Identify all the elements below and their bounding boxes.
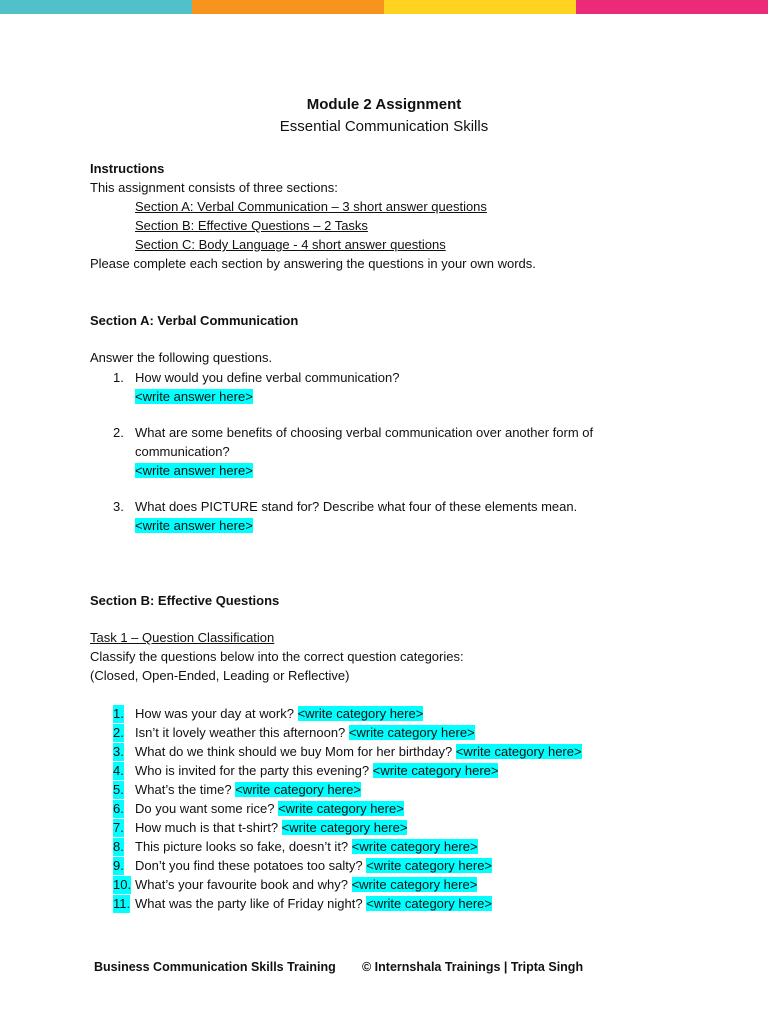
category-placeholder[interactable]: <write category here> xyxy=(281,820,408,835)
category-placeholder[interactable]: <write category here> xyxy=(351,877,478,892)
color-stripe xyxy=(0,0,768,14)
answer-placeholder[interactable]: <write answer here> xyxy=(135,389,253,404)
instructions-closing: Please complete each section by answering the questions in your own words. xyxy=(90,256,536,271)
footer-left: Business Communication Skills Training xyxy=(94,960,336,974)
list-item xyxy=(135,705,423,723)
category-placeholder[interactable]: <write category here> xyxy=(348,725,475,740)
section-a-heading: Section A: Verbal Communication xyxy=(90,313,299,328)
category-placeholder[interactable]: <write category here> xyxy=(366,858,493,873)
section-a-intro: Answer the following questions. xyxy=(90,350,273,365)
section-b-link: Section B: Effective Questions – 2 Tasks xyxy=(135,218,368,233)
task-1-heading: Task 1 – Question Classification xyxy=(90,630,275,645)
category-placeholder[interactable]: <write category here> xyxy=(366,896,492,911)
question-text: What do we think should we buy Mom for her birthday? xyxy=(135,744,453,759)
section-b-heading: Section B: Effective Questions xyxy=(90,593,280,608)
stripe-teal xyxy=(0,0,192,14)
list-item-number: 7. xyxy=(113,820,124,835)
question-number: 2. xyxy=(113,425,124,440)
category-placeholder[interactable]: <write category here> xyxy=(351,839,478,854)
question-text: What does PICTURE stand for? Describe what four of these elements mean. xyxy=(135,499,578,514)
list-item xyxy=(135,781,361,799)
list-item-number: 9. xyxy=(113,858,124,873)
task-1-intro: Classify the questions below into the correct question categories: xyxy=(90,649,464,664)
list-item xyxy=(135,800,404,818)
list-item-number: 10. xyxy=(113,877,132,892)
question-text: Who is invited for the party this evening? xyxy=(135,763,370,778)
question-text: What’s your favourite book and why? xyxy=(135,877,348,892)
question-text: This picture looks so fake, doesn’t it? xyxy=(135,839,349,854)
question-text: How was your day at work? xyxy=(135,706,294,721)
category-placeholder[interactable]: <write category here> xyxy=(278,801,404,816)
question-text: Don’t you find these potatoes too salty? xyxy=(135,858,363,873)
list-item-number: 1. xyxy=(113,706,124,721)
list-item-number: 4. xyxy=(113,763,124,778)
list-item xyxy=(135,838,478,856)
list-item xyxy=(135,819,407,837)
question-text: How much is that t-shirt? xyxy=(135,820,279,835)
category-placeholder[interactable]: <write category here> xyxy=(455,744,582,759)
category-placeholder[interactable]: <write category here> xyxy=(297,706,424,721)
list-item-number: 5. xyxy=(113,782,124,797)
answer-placeholder[interactable]: <write answer here> xyxy=(135,518,253,533)
list-item-number: 8. xyxy=(113,839,124,854)
list-item xyxy=(135,876,477,894)
answer-placeholder[interactable]: <write answer here> xyxy=(135,463,253,478)
question-text: What was the party like of Friday night? xyxy=(135,896,363,911)
footer-right: © Internshala Trainings | Tripta Singh xyxy=(362,960,584,974)
question-text: Do you want some rice? xyxy=(135,801,275,816)
category-placeholder[interactable]: <write category here> xyxy=(372,763,499,778)
list-item xyxy=(135,743,582,761)
list-item-number: 3. xyxy=(113,744,124,759)
question-text: How would you define verbal communication? xyxy=(135,370,400,385)
stripe-yellow xyxy=(384,0,576,14)
category-placeholder[interactable]: <write category here> xyxy=(235,782,361,797)
section-c-link: Section C: Body Language - 4 short answer questions xyxy=(135,237,446,252)
list-item xyxy=(135,762,498,780)
list-item xyxy=(135,724,475,742)
list-item-number: 6. xyxy=(113,801,124,816)
list-item xyxy=(135,857,492,875)
question-text-continued: communication? xyxy=(135,444,230,459)
list-item xyxy=(135,895,492,913)
question-number: 1. xyxy=(113,370,124,385)
instructions-heading: Instructions xyxy=(90,161,165,176)
question-text: Isn’t it lovely weather this afternoon? xyxy=(135,725,346,740)
question-text: What are some benefits of choosing verbal communication over another form of xyxy=(135,425,594,440)
instructions-intro: This assignment consists of three sections: xyxy=(90,180,338,195)
list-item-number: 11. xyxy=(113,896,131,911)
question-number: 3. xyxy=(113,499,124,514)
page-subtitle: Essential Communication Skills xyxy=(279,118,489,135)
list-item-number: 2. xyxy=(113,725,124,740)
task-1-categories: (Closed, Open-Ended, Leading or Reflective) xyxy=(90,668,350,683)
stripe-orange xyxy=(192,0,384,14)
section-a-link: Section A: Verbal Communication – 3 short answer questions xyxy=(135,199,487,214)
page-title: Module 2 Assignment xyxy=(306,96,462,113)
question-text: What’s the time? xyxy=(135,782,232,797)
stripe-pink xyxy=(576,0,768,14)
